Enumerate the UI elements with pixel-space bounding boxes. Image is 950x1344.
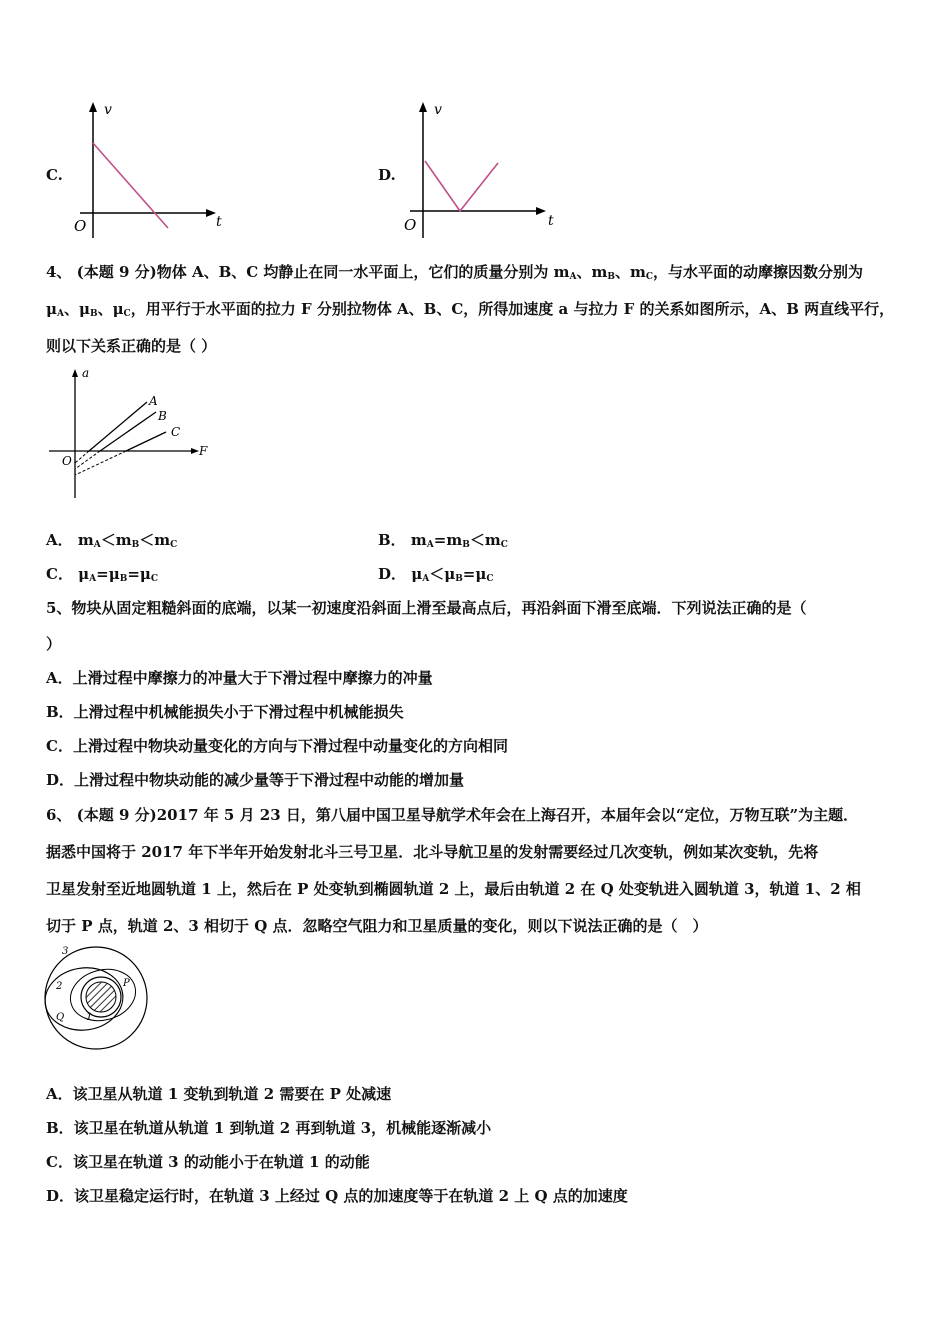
- q4-option-d: D． $\mu_A<\mu_B=\mu_C$: [378, 565, 494, 584]
- q3-c-axis-t: t: [216, 214, 222, 230]
- q4-stem-line3: 则以下关系正确的是（ ）: [46, 337, 217, 355]
- q4-fig-label-line-c: C: [171, 425, 181, 439]
- q5-stem-line2: ）: [46, 635, 62, 653]
- q5-option-a: A．上滑过程中摩擦力的冲量大于下滑过程中摩擦力的冲量: [46, 669, 433, 687]
- q3-option-d-label: D.: [378, 166, 396, 184]
- q4-fig-label-a: a: [82, 366, 90, 380]
- q6-option-b: B．该卫星在轨道从轨道 1 到轨道 2 再到轨道 3，机械能逐渐减小: [46, 1119, 492, 1137]
- q3-option-c-label: C.: [46, 166, 63, 184]
- q4-fig-label-f: F: [199, 444, 208, 458]
- q6-fig-label-p: P: [123, 978, 130, 989]
- q4-fig-label-o: O: [62, 454, 72, 468]
- q6-fig-label-2: 2: [56, 981, 63, 992]
- q6-stem-line3: 卫星发射至近地圆轨道 1 上，然后在 P 处变轨到椭圆轨道 2 上，最后由轨道 2 在 Q 处变轨进入圆轨道 3，轨道 1、2 相: [46, 880, 861, 898]
- q6-option-d: D．该卫星稳定运行时，在轨道 3 上经过 Q 点的加速度等于在轨道 2 上 Q 点的加速度: [46, 1187, 628, 1205]
- q5-option-b: B．上滑过程中机械能损失小于下滑过程中机械能损失: [46, 703, 404, 721]
- q3-d-origin: O: [404, 216, 417, 234]
- q6-stem-line1: 6、 (本题 9 分)2017 年 5 月 23 日，第八届中国卫星导航学术年会在上海召开，本届年会以“定位，万物互联”为主题．: [46, 806, 859, 824]
- q4-option-a: A． $m_A<m_B<m_C$: [46, 531, 178, 550]
- q4-option-c: C． $\mu_A=\mu_B=\mu_C$: [46, 565, 159, 584]
- q3-c-axis-v: v: [104, 102, 112, 118]
- q4-a-f-graph: [44, 365, 219, 505]
- q4-option-b: B． $m_A=m_B<m_C$: [378, 531, 508, 550]
- q5-stem-line1: 5、物块从固定粗糙斜面的底端，以某一初速度沿斜面上滑至最高点后，再沿斜面下滑至底端．下列说法正确的是（: [46, 599, 807, 617]
- q3-d-axis-v: v: [434, 102, 442, 118]
- q5-option-d: D．上滑过程中物块动能的减少量等于下滑过程中动能的增加量: [46, 771, 465, 789]
- q6-stem-line4: 切于 P 点，轨道 2、3 相切于 Q 点．忽略空气阻力和卫星质量的变化，则以下说法正确的是（ ）: [46, 917, 708, 935]
- q4-fig-label-line-a: A: [149, 394, 158, 408]
- q6-option-a: A．该卫星从轨道 1 变轨到轨道 2 需要在 P 处减速: [46, 1085, 392, 1103]
- q6-fig-label-q: Q: [56, 1012, 65, 1023]
- q3-option-d-graph: [400, 98, 560, 243]
- q3-d-axis-t: t: [548, 213, 554, 229]
- q6-option-c: C．该卫星在轨道 3 的动能小于在轨道 1 的动能: [46, 1153, 370, 1171]
- q4-stem-line2: $\mu_A$、$\mu_B$、$\mu_C$，用平行于水平面的拉力 F 分别拉物体 A、B、C，所得加速度 a 与拉力 F 的关系如图所示，A、B 两直线平行，: [46, 300, 895, 319]
- q6-orbit-diagram: [40, 944, 155, 1052]
- q6-stem-line2: 据悉中国将于 2017 年下半年开始发射北斗三号卫星．北斗导航卫星的发射需要经过几次变轨，例如某次变轨，先将: [46, 843, 819, 861]
- q6-fig-label-1: 1: [86, 1012, 93, 1023]
- q6-fig-label-3: 3: [62, 946, 69, 957]
- q5-option-c: C．上滑过程中物块动量变化的方向与下滑过程中动量变化的方向相同: [46, 737, 508, 755]
- q4-fig-label-line-b: B: [158, 409, 167, 423]
- q3-c-origin: O: [74, 217, 87, 235]
- q3-option-c-graph: [70, 98, 230, 243]
- q4-stem-line1: 4、 (本题 9 分)物体 A、B、C 均静止在同一水平面上，它们的质量分别为 $m_A$、$m_B$、$m_C$，与水平面的动摩擦因数分别为: [46, 263, 864, 282]
